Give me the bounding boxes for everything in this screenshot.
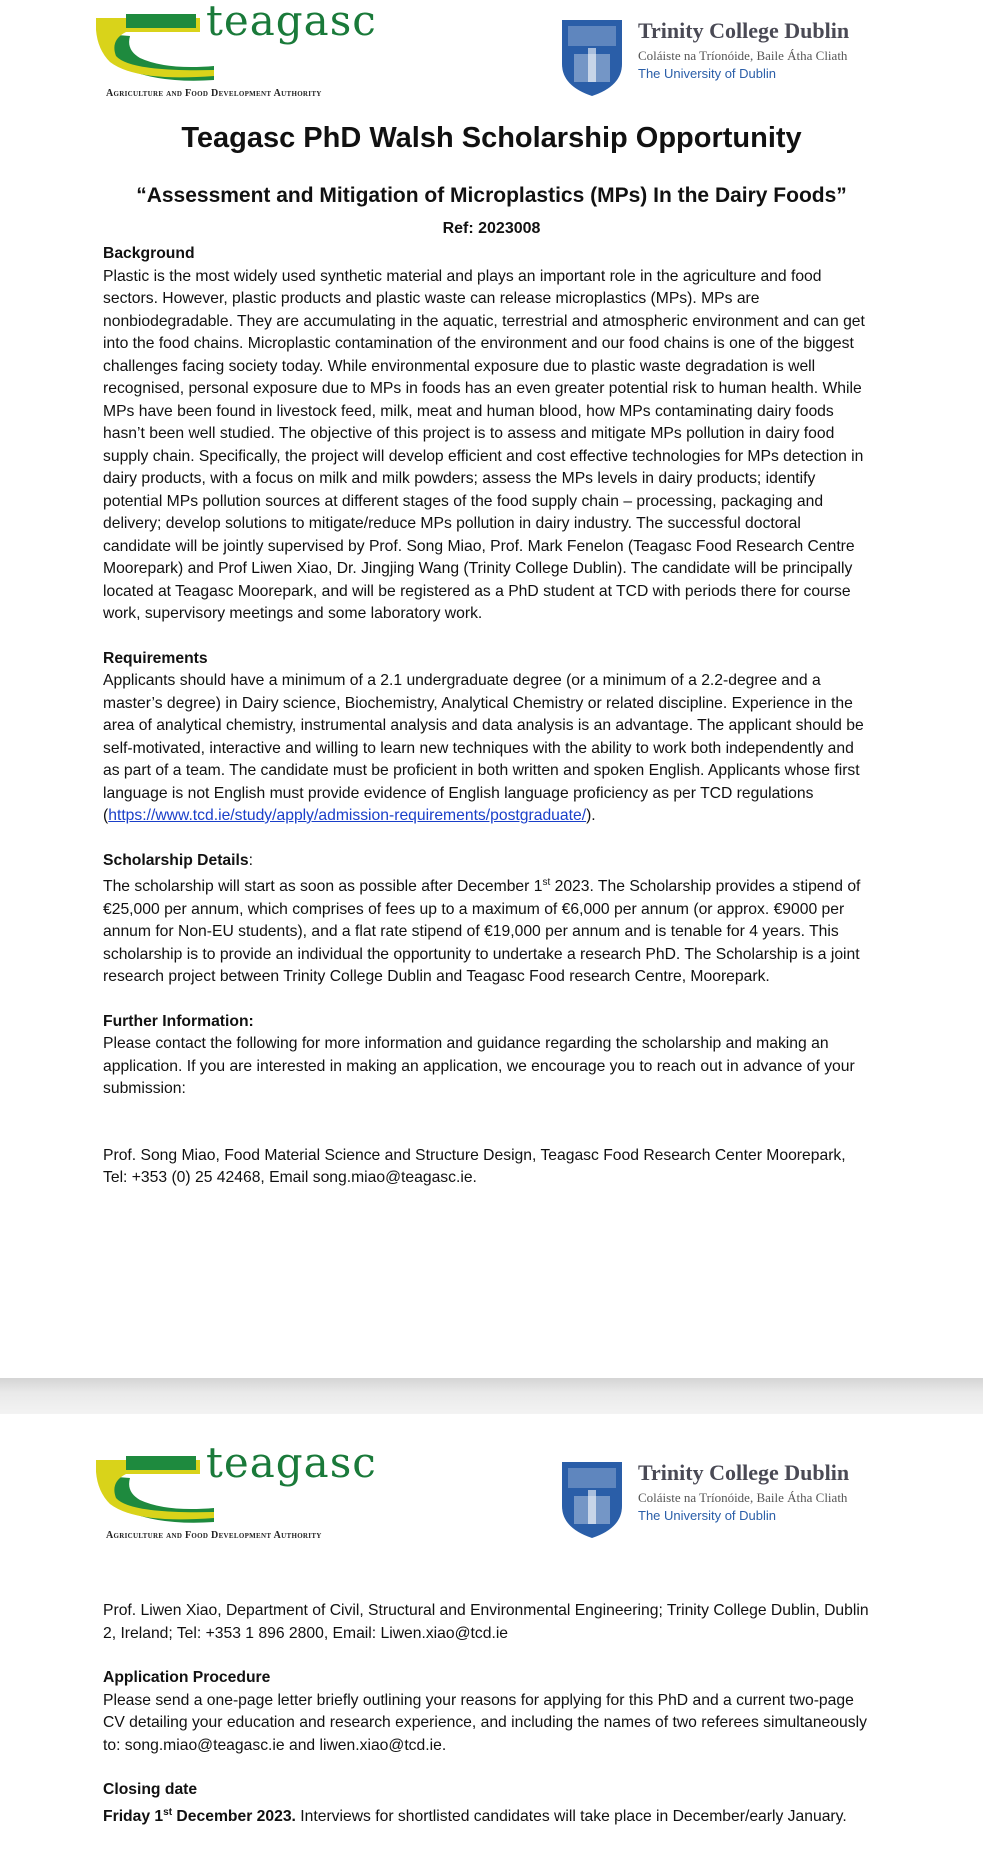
closing-sup: st: [163, 1806, 173, 1818]
scholarship-text: [103, 872, 873, 989]
teagasc-swoosh-icon: [96, 1452, 216, 1530]
requirements-body: Applicants should have a minimum of a 2.1 undergraduate degree (or a minimum of a 2.2-degree and a master’s degree) in Dairy science, Biochemistry, Analytical Chemistry or related discipline. Experience in the area of analytical chemistry, instrumental analysis and data analysis is an advantage. The applicant should be self-motivated, interactive and willing to learn new techniques with the ability to work both independently and as part of a team. The candidate must be proficient in both written and spoken English. Applicants whose first language is not English must provide evidence of English language proficiency as per TCD regulations (: [103, 672, 864, 824]
scholarship-text-b: 2023. The Scholarship provides a stipend of €25,000 per annum, which comprises of fees up to a maximum of €6,000 per annum (or approx. €9000 per annum for Non-EU students), and a flat rate stipend of €19,000 per annum and is tenable for 4 years. This scholarship is to provide an individual the opportunity to undertake a research PhD. The Scholarship is a joint research project between Trinity College Dublin and Teagasc Food research Centre, Moorepark.: [103, 878, 861, 986]
teagasc-swoosh-icon: [96, 10, 216, 88]
teagasc-tagline: Agriculture and Food Development Authority: [106, 1530, 322, 1541]
page-title: Teagasc PhD Walsh Scholarship Opportunity: [181, 122, 802, 154]
closing-heading: Closing date: [103, 1781, 198, 1798]
scholarship-text-a: The scholarship will start as soon as possible after December 1: [103, 878, 543, 896]
page2-body: [103, 1600, 873, 1850]
scholarship-heading-line: [103, 850, 873, 873]
tcd-logo-page2: [558, 1460, 898, 1550]
requirements-text: [103, 670, 873, 828]
closing-date-a: Friday 1: [103, 1807, 164, 1825]
teagasc-wordmark: teagasc: [206, 1438, 377, 1487]
tcd-subtitle: The University of Dublin: [638, 1508, 776, 1523]
closing-text: [103, 1802, 873, 1829]
reference-number: Ref: 2023008: [442, 220, 541, 237]
tcd-irish-name: Coláiste na Tríonóide, Baile Átha Cliath: [638, 1490, 848, 1505]
tcd-shield-icon: [560, 1460, 624, 1540]
page1-body: [103, 243, 873, 1212]
closing-date-b: December 2023.: [172, 1807, 296, 1825]
application-heading: Application Procedure: [103, 1669, 271, 1686]
tcd-shield-icon: [560, 18, 624, 98]
scholarship-sup: st: [542, 877, 551, 888]
tcd-irish-name: Coláiste na Tríonóide, Baile Átha Cliath: [638, 48, 848, 63]
further-text: Please contact the following for more information and guidance regarding the scholarship and making an application. If you are interested in making an application, we encourage you to reach out in advance of your submission:: [103, 1035, 855, 1098]
closing-section: [103, 1779, 873, 1828]
requirements-section: [103, 648, 873, 828]
background-heading: Background: [103, 245, 195, 262]
teagasc-wordmark: teagasc: [206, 0, 377, 45]
scholarship-heading: Scholarship Details: [103, 851, 249, 869]
tcd-name: Trinity College Dublin: [638, 18, 850, 43]
teagasc-tagline: Agriculture and Food Development Authority: [106, 88, 322, 99]
admission-requirements-link[interactable]: https://www.tcd.ie/study/apply/admission-requirements/postgraduate/: [108, 807, 587, 824]
scholarship-section: [103, 850, 873, 989]
teagasc-logo: [96, 0, 377, 106]
background-section: [103, 243, 873, 626]
contact-song-miao: Prof. Song Miao, Food Material Science and Structure Design, Teagasc Food Research Center Moorepark, Tel: +353 (0) 25 42468, Email song.miao@teagasc.ie.: [103, 1146, 846, 1187]
tcd-logo: [558, 18, 898, 108]
application-text: Please send a one-page letter briefly outlining your reasons for applying for this PhD and a current two-page CV detailing your education and research experience, and including the names of two referees simultaneously to: song.miao@teagasc.ie and liwen.xiao@tcd.ie.: [103, 1691, 867, 1754]
closing-info: Interviews for shortlisted candidates will take place in December/early January.: [295, 1807, 847, 1825]
contact-xiao-section: [103, 1600, 873, 1645]
requirements-heading: Requirements: [103, 649, 208, 667]
background-text: Plastic is the most widely used synthetic material and plays an important role in the agriculture and food sectors. However, plastic products and plastic waste can release microplastics (MPs). MPs are nonbiodegradable. They are accumulating in the aquatic, terrestrial and atmospheric environment and can get into the food chains. Microplastic contamination of the environment and our food chains is one of the biggest challenges facing society today. While environmental exposure due to plastic waste degradation is well recognised, personal exposure due to MPs in foods has an even greater potential risk to human health. While MPs have been found in livestock feed, milk, meat and human blood, how MPs contaminating dairy foods hasn’t been well studied. The objective of this project is to assess and mitigate MPs pollution in dairy food supply chain. Specifically, the project will develop efficient and cost effective technologies for MPs detection in dairy products, with a focus on milk and milk powders; assess the MPs levels in dairy products; identify potential MPs pollution sources at different stages of the food supply chain – processing, packaging and delivery; develop solutions to mitigate/reduce MPs pollution in dairy industry. The successful doctoral candidate will be jointly supervised by Prof. Song Miao, Prof. Mark Fenelon (Teagasc Food Research Centre Moorepark) and Prof Liwen Xiao, Dr. Jingjing Wang (Trinity College Dublin). The candidate will be principally located at Teagasc Moorepark, and will be registered as a PhD student at TCD with periods there for course work, supervisory meetings and some laboratory work.: [103, 267, 865, 622]
tcd-name: Trinity College Dublin: [638, 1460, 850, 1485]
further-heading: Further Information:: [103, 1012, 254, 1030]
page-separator: [0, 1378, 983, 1414]
further-information-section: [103, 1011, 873, 1190]
scholarship-heading-colon: :: [248, 851, 253, 869]
requirements-end: ).: [586, 807, 596, 824]
teagasc-logo-page2: [96, 1438, 377, 1548]
project-title: “Assessment and Mitigation of Microplastics (MPs) In the Dairy Foods”: [136, 184, 847, 207]
contact-liwen-xiao: Prof. Liwen Xiao, Department of Civil, Structural and Environmental Engineering; Trinity College Dublin, Dublin 2, Ireland; Tel: +353 1 896 2800, Email: Liwen.xiao@tcd.ie: [103, 1602, 869, 1642]
document-page-2: [0, 1414, 983, 1852]
application-section: [103, 1667, 873, 1757]
tcd-subtitle: The University of Dublin: [638, 66, 776, 81]
